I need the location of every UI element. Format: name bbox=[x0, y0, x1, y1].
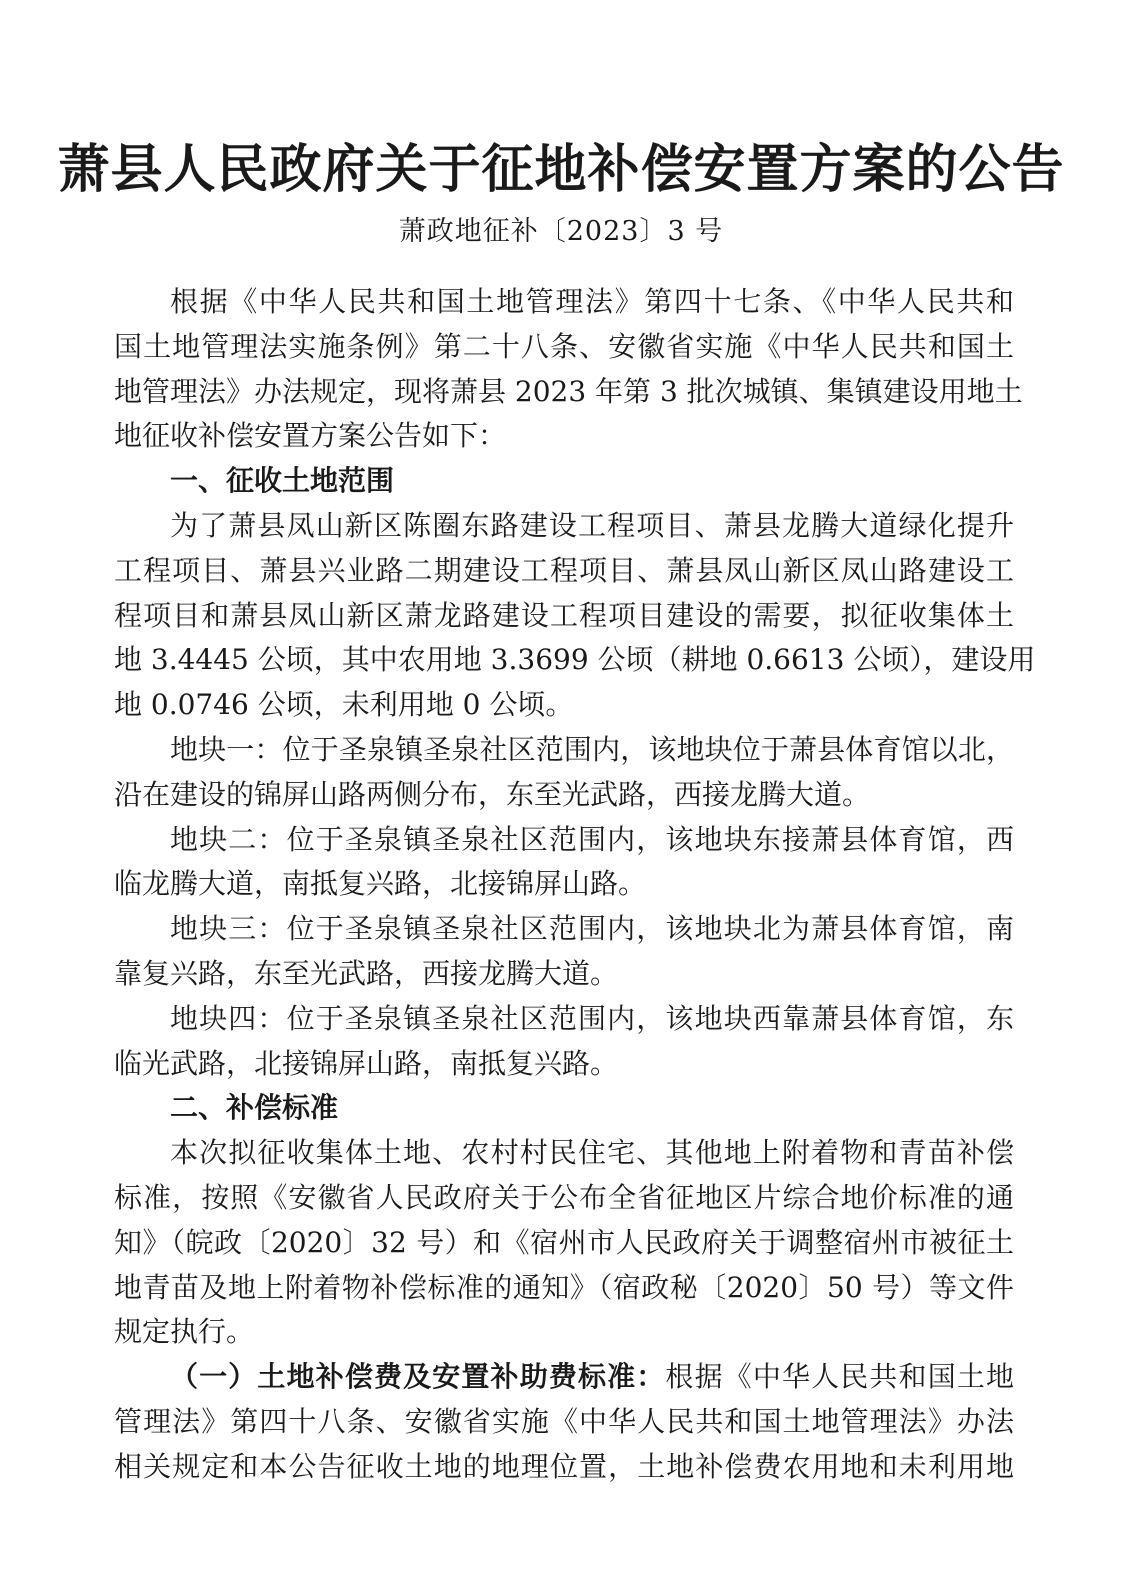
text-line: 为了萧县凤山新区陈圈东路建设工程项目、萧县龙腾大道绿化提升 bbox=[170, 508, 1014, 542]
section-heading-land-scope: 一、征收土地范围 bbox=[170, 464, 395, 498]
text-line: 临龙腾大道，南抵复兴路，北接锦屏山路。 bbox=[114, 867, 647, 901]
document-title: 萧县人民政府关于征地补偿安置方案的公告 bbox=[57, 139, 1065, 200]
document-body bbox=[114, 280, 1036, 1490]
text-line: 地块二：位于圣泉镇圣泉社区范围内，该地块东接萧县体育馆，西 bbox=[170, 822, 1014, 856]
text-line: 地块一：位于圣泉镇圣泉社区范围内，该地块位于萧县体育馆以北， bbox=[170, 732, 1014, 766]
text-line: 靠复兴路，东至光武路，西接龙腾大道。 bbox=[114, 956, 619, 990]
text-line: 地 0.0746 公顷，未利用地 0 公顷。 bbox=[114, 688, 574, 722]
text-line: 地管理法》办法规定，现将萧县 2023 年第 3 批次城镇、集镇建设用地土 bbox=[114, 374, 1023, 408]
subsection-lead: （一）土地补偿费及安置补助费标准： bbox=[170, 1360, 666, 1394]
text-line: 标准，按照《安徽省人民政府关于公布全省征地区片综合地价标准的通 bbox=[114, 1180, 1014, 1214]
text-line: 地青苗及地上附着物补偿标准的通知》（宿政秘〔2020〕50 号）等文件 bbox=[114, 1270, 1014, 1304]
section-heading-compensation: 二、补偿标准 bbox=[170, 1091, 339, 1125]
paragraph-plot-2 bbox=[114, 818, 1014, 908]
text-line: 规定执行。 bbox=[114, 1315, 255, 1349]
text-line: 相关规定和本公告征收土地的地理位置，土地补偿费农用地和未利用地 bbox=[114, 1449, 1014, 1483]
paragraph-plot-1 bbox=[114, 728, 1014, 818]
text-line: 地块三：位于圣泉镇圣泉社区范围内，该地块北为萧县体育馆，南 bbox=[170, 912, 1014, 946]
text-line: 地块四：位于圣泉镇圣泉社区范围内，该地块西靠萧县体育馆，东 bbox=[170, 1001, 1014, 1035]
text-line: 程项目和萧县凤山新区萧龙路建设工程项目建设的需要，拟征收集体土 bbox=[114, 598, 1014, 632]
text-line: 临光武路，北接锦屏山路，南抵复兴路。 bbox=[114, 1046, 619, 1080]
paragraph-land-scope bbox=[114, 504, 1036, 728]
document-number: 萧政地征补〔2023〕3 号 bbox=[398, 216, 724, 247]
text-line: 管理法》第四十八条、安徽省实施《中华人民共和国土地管理法》办法 bbox=[114, 1404, 1014, 1438]
paragraph-intro bbox=[114, 280, 1023, 459]
text-line: 本次拟征收集体土地、农村村民住宅、其他地上附着物和青苗补偿 bbox=[170, 1136, 1014, 1170]
paragraph-plot-3 bbox=[114, 907, 1014, 997]
text-line: 根据《中华人民共和国土地管理法》第四十七条、《中华人民共和 bbox=[170, 285, 1014, 318]
text-line: 地征收补偿安置方案公告如下： bbox=[114, 419, 507, 453]
text-line: 沿在建设的锦屏山路两侧分布，东至光武路，西接龙腾大道。 bbox=[114, 777, 871, 811]
paragraph-compensation bbox=[114, 1131, 1014, 1355]
paragraph-land-compensation-standard bbox=[114, 1355, 1014, 1489]
text-line: 工程项目、萧县兴业路二期建设工程项目、萧县凤山新区凤山路建设工 bbox=[114, 553, 1014, 587]
text-span: 根据《中华人民共和国土地 bbox=[665, 1360, 1014, 1394]
text-line: 知》（皖政〔2020〕32 号）和《宿州市人民政府关于调整宿州市被征土 bbox=[114, 1225, 1014, 1259]
text-line bbox=[114, 1355, 1014, 1400]
text-line: 国土地管理法实施条例》第二十八条、安徽省实施《中华人民共和国土 bbox=[114, 329, 1014, 363]
text-line: 地 3.4445 公顷，其中农用地 3.3699 公顷（耕地 0.6613 公顷），建设用 bbox=[114, 643, 1036, 677]
paragraph-plot-4 bbox=[114, 997, 1014, 1087]
